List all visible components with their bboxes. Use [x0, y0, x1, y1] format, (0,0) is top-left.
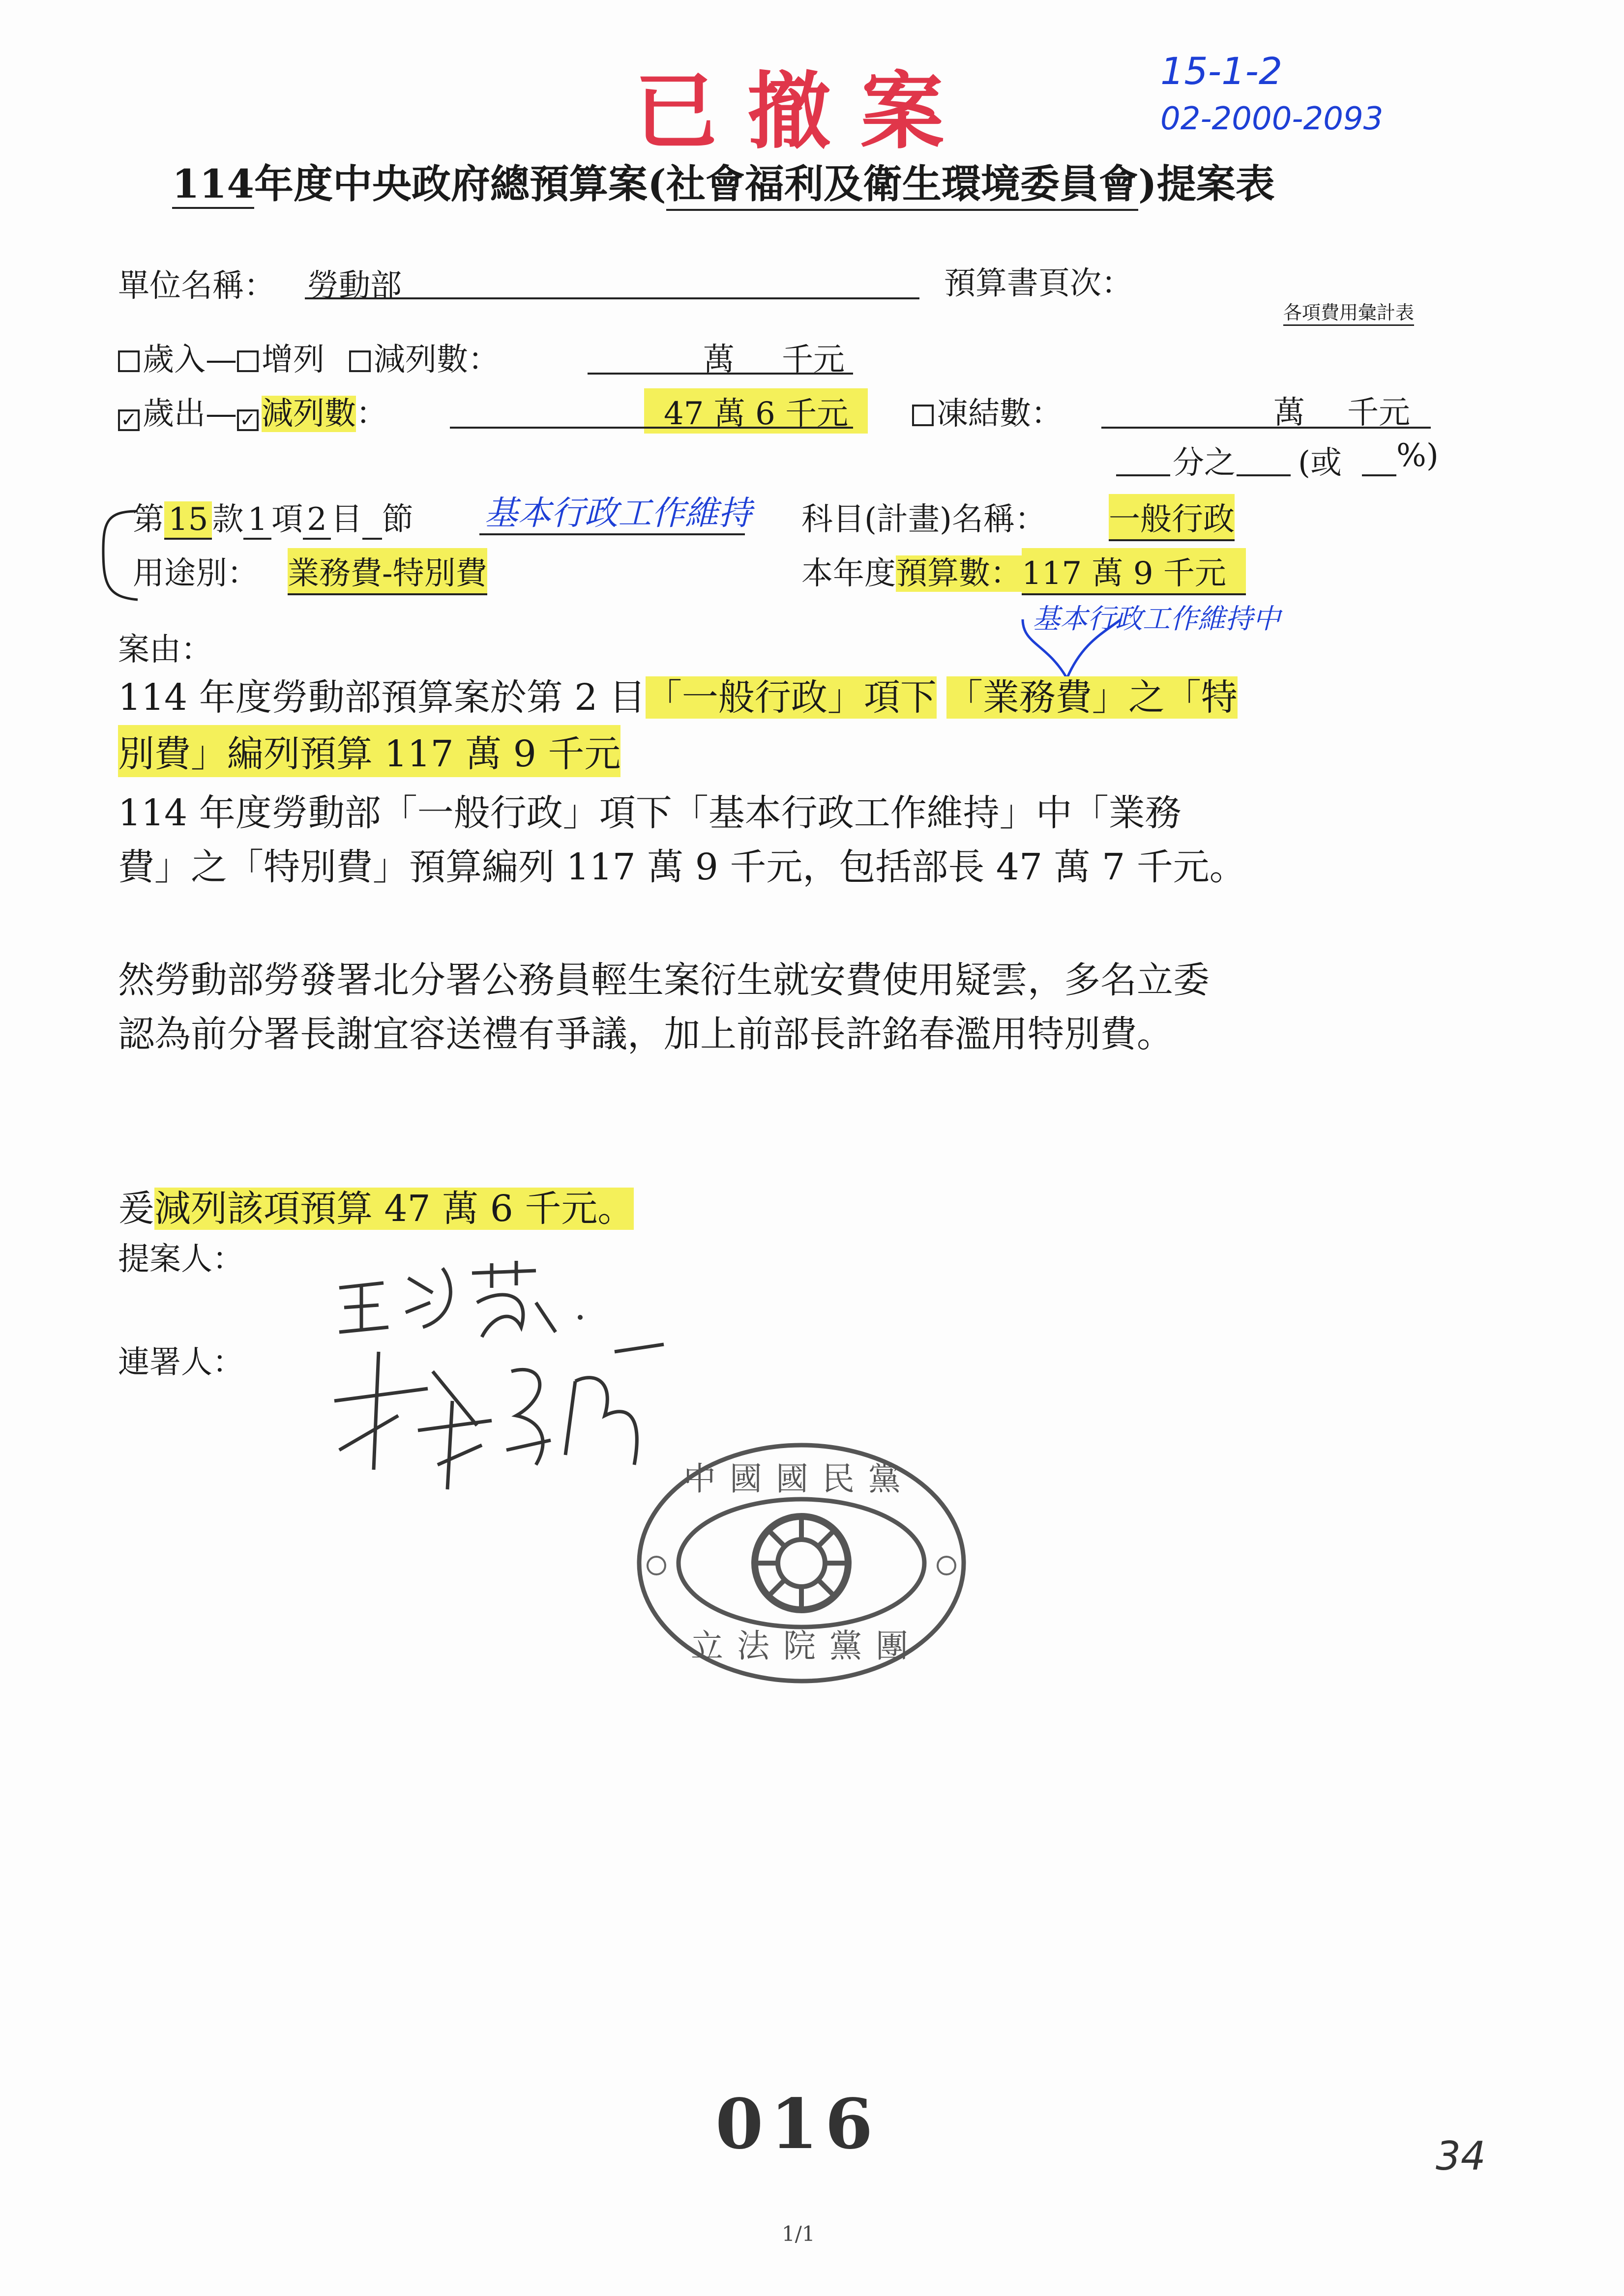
p1a-pre: 114 年度勞動部預算案於第 2 目 — [118, 676, 646, 719]
subject-label: 科目(計畫)名稱： — [801, 501, 1046, 538]
ratio-or: (或 — [1298, 445, 1342, 481]
mu-label: 目 — [330, 501, 362, 538]
revenue-qian: 千元 — [782, 342, 845, 378]
use-label: 用途別： — [133, 555, 259, 592]
paragraph-4 — [118, 1180, 634, 1232]
xiang-label: 項 — [271, 501, 303, 538]
expense-decrease-checkbox[interactable]: ✓ — [237, 409, 259, 431]
revenue-wan: 萬 — [703, 342, 735, 378]
freeze-checkbox[interactable] — [912, 405, 934, 426]
handwritten-page-number: 34 — [1436, 2133, 1486, 2179]
budget-value: 117 萬 9 千元 — [1022, 548, 1246, 595]
expense-amount-underline — [450, 427, 853, 429]
footer-page-indicator: 1/1 — [782, 2222, 815, 2246]
revenue-decrease-checkbox[interactable] — [349, 350, 371, 372]
budget-label-a: 本年度 — [801, 555, 896, 592]
ratio-fen-zhi: 分之 — [1173, 445, 1236, 481]
paragraph-3b: 認為前分署長謝宜容送禮有爭議，加上前部長許銘春濫用特別費。 — [118, 1013, 1173, 1055]
title-committee: 社會福利及衛生環境委員會 — [666, 152, 1138, 211]
revenue-row — [118, 334, 500, 379]
ratio-blank-3 — [1362, 474, 1396, 476]
di-label: 第 — [133, 501, 164, 538]
revenue-lead: 歲入— — [143, 342, 237, 378]
freeze-qian: 千元 — [1347, 395, 1410, 431]
title-year: 114 — [172, 161, 254, 209]
paragraph-2a: 114 年度勞動部「一般行政」項下「基本行政工作維持」中「業務 — [118, 792, 1181, 834]
page-ref-note: 各項費用彙計表 — [1283, 297, 1414, 326]
paragraph-1b: 別費」編列預算 117 萬 9 千元 — [118, 725, 620, 777]
p4-highlight: 減列該項預算 47 萬 6 千元。 — [154, 1188, 634, 1230]
page-code: 016 — [715, 2084, 880, 2165]
seal-bottom-text: 立法院黨團 — [691, 1627, 922, 1665]
page-ref-label: 預算書頁次： — [944, 265, 1133, 302]
unit-label: 單位名稱： — [118, 268, 275, 304]
jie-blank — [362, 501, 382, 540]
unit-value: 勞動部 — [307, 268, 402, 304]
handwritten-phone-number: 02-2000-2093 — [1160, 101, 1384, 137]
p1a-highlight-1: 「一般行政」項下 — [645, 676, 937, 719]
subject-value: 一般行政 — [1109, 494, 1235, 541]
paragraph-2b: 費」之「特別費」預算編列 117 萬 9 千元，包括部長 47 萬 7 千元。 — [118, 846, 1246, 888]
p1a-highlight-2: 「業務費」之「特 — [946, 676, 1238, 719]
freeze-label: 凍結數： — [937, 396, 1063, 432]
freeze-row — [912, 388, 1063, 434]
title-suffix: )提案表 — [1138, 161, 1275, 207]
revenue-checkbox[interactable] — [118, 350, 140, 372]
insert-note-handwritten: 基本行政工作維持中 — [1033, 603, 1280, 635]
mu-number: 2 — [303, 501, 331, 540]
xiang-number: 1 — [243, 501, 271, 540]
increase-label: 增列 — [262, 342, 325, 378]
expense-checkbox[interactable]: ✓ — [118, 409, 140, 431]
expense-amount: 47 萬 6 千元 — [644, 388, 868, 434]
jie-label: 節 — [382, 501, 413, 538]
proposer-signature — [325, 1258, 600, 1347]
cosigner-label: 連署人： — [118, 1344, 244, 1381]
kuan-label: 款 — [212, 501, 244, 538]
title-prefix: 年度中央政府總預算案( — [254, 161, 666, 207]
expense-lead: 歲出— — [143, 396, 237, 432]
expense-row — [118, 388, 387, 434]
account-row — [133, 494, 413, 540]
withdrawn-stamp: 已撤案 — [634, 62, 974, 161]
expense-decrease-label: 減列數 — [262, 396, 356, 432]
budget-label-b: 預算數： — [896, 555, 1022, 592]
jie-value-handwritten: 基本行政工作維持 — [484, 494, 752, 533]
handwritten-ref-number: 15-1-2 — [1160, 49, 1283, 93]
use-value: 業務費-特別費 — [288, 548, 487, 595]
cosigner-signature — [320, 1342, 674, 1499]
budget-row — [801, 548, 1246, 595]
p4-pre: 爰 — [118, 1188, 154, 1230]
ratio-blank-1 — [1116, 474, 1170, 476]
ratio-blank-2 — [1237, 474, 1291, 476]
expense-colon: ： — [356, 396, 387, 432]
page-title — [172, 152, 1275, 211]
seal-top-text: 中國國民黨 — [683, 1460, 915, 1498]
paragraph-3a: 然勞動部勞發署北分署公務員輕生案衍生就安費使用疑雲，多名立委 — [118, 959, 1210, 1001]
increase-checkbox[interactable] — [237, 350, 259, 372]
revenue-decrease-label: 減列數： — [374, 342, 500, 378]
kuan-number: 15 — [164, 501, 212, 540]
paragraph-1a — [118, 668, 1238, 721]
proposer-label: 提案人： — [118, 1241, 244, 1278]
unit-underline — [305, 297, 919, 299]
freeze-wan: 萬 — [1273, 395, 1305, 431]
jie-underline — [479, 533, 745, 535]
reason-label: 案由： — [118, 632, 212, 668]
ratio-percent: %) — [1396, 437, 1439, 474]
